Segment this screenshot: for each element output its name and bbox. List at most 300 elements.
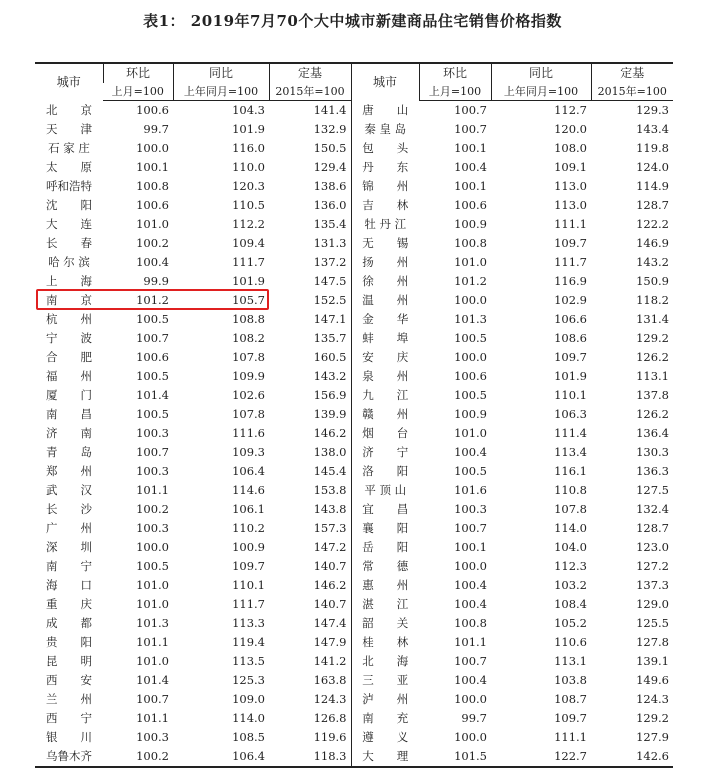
mom-cell: 100.7	[454, 521, 487, 535]
table-row	[35, 386, 673, 405]
base-cell: 127.2	[636, 559, 669, 573]
city-cell: 济 宁	[351, 443, 419, 462]
yoy-cell: 110.6	[554, 635, 587, 649]
base-cell: 132.9	[313, 122, 347, 136]
base-cell: 137.8	[636, 388, 669, 402]
base-cell: 160.5	[313, 350, 347, 364]
base-cell: 147.9	[313, 635, 347, 649]
base-cell: 126.2	[636, 407, 669, 421]
header-yoy-sub-right: 上年同月=100	[491, 83, 591, 101]
base-cell: 125.5	[636, 616, 669, 630]
yoy-cell: 106.4	[173, 747, 269, 767]
yoy-cell: 111.1	[554, 217, 587, 231]
city-cell: 兰 州	[46, 692, 92, 706]
mom-cell: 100.6	[136, 198, 169, 212]
city-cell: 无 锡	[351, 234, 419, 253]
table-row	[35, 120, 673, 139]
city-cell: 北 京	[46, 102, 92, 117]
base-cell: 124.0	[636, 160, 669, 174]
city-cell: 南 京	[46, 293, 92, 307]
yoy-cell: 105.2	[554, 616, 587, 630]
city-cell: 上 海	[46, 274, 92, 288]
base-cell: 145.4	[313, 464, 347, 478]
yoy-cell: 100.9	[232, 540, 265, 554]
mom-cell: 101.0	[136, 217, 169, 231]
yoy-cell: 105.7	[232, 293, 265, 307]
mom-cell: 101.3	[454, 312, 487, 326]
mom-cell: 100.7	[454, 103, 487, 117]
city-cell: 锦 州	[351, 177, 419, 196]
yoy-cell: 109.7	[554, 711, 587, 725]
header-mom-sub-right: 上月=100	[419, 83, 491, 101]
table-row	[35, 177, 673, 196]
base-cell: 124.3	[636, 692, 669, 706]
base-cell: 152.5	[313, 293, 347, 307]
yoy-cell: 122.7	[491, 747, 591, 767]
yoy-cell: 109.3	[232, 445, 265, 459]
mom-cell: 100.5	[454, 331, 487, 345]
city-cell: 三 亚	[351, 671, 419, 690]
city-cell: 惠 州	[351, 576, 419, 595]
mom-cell: 101.5	[419, 747, 491, 767]
yoy-cell: 109.0	[232, 692, 265, 706]
yoy-cell: 112.2	[232, 217, 265, 231]
base-cell: 138.0	[313, 445, 347, 459]
yoy-cell: 106.6	[554, 312, 587, 326]
mom-cell: 101.1	[136, 483, 169, 497]
mom-cell: 100.7	[136, 445, 169, 459]
mom-cell: 100.6	[454, 369, 487, 383]
table-row	[35, 481, 673, 500]
table-row	[35, 158, 673, 177]
base-cell: 163.8	[313, 673, 347, 687]
base-cell: 127.9	[636, 730, 669, 744]
mom-cell: 100.5	[454, 464, 487, 478]
base-cell: 126.2	[636, 350, 669, 364]
yoy-cell: 110.1	[554, 388, 587, 402]
mom-cell: 100.2	[136, 502, 169, 516]
base-cell: 143.8	[313, 502, 347, 516]
base-cell: 135.7	[313, 331, 347, 345]
base-cell: 139.1	[636, 654, 669, 668]
city-cell: 厦 门	[46, 388, 92, 402]
header-city-left: 城市	[35, 63, 103, 101]
base-cell: 128.7	[636, 521, 669, 535]
highlight-box	[36, 289, 269, 310]
city-cell: 石 家 庄	[48, 141, 90, 155]
yoy-cell: 110.8	[554, 483, 587, 497]
city-cell: 贵 阳	[46, 635, 92, 649]
city-cell: 岳 阳	[351, 538, 419, 557]
header-base-right: 定基	[591, 63, 673, 83]
city-cell: 丹 东	[351, 158, 419, 177]
yoy-cell: 108.6	[554, 331, 587, 345]
base-cell: 140.7	[313, 597, 347, 611]
yoy-cell: 109.4	[232, 236, 265, 250]
yoy-cell: 111.7	[232, 597, 265, 611]
base-cell: 140.7	[313, 559, 347, 573]
city-cell: 蚌 埠	[351, 329, 419, 348]
base-cell: 147.1	[313, 312, 347, 326]
city-cell: 西 安	[46, 673, 92, 687]
base-cell: 149.6	[636, 673, 669, 687]
city-cell: 秦 皇 岛	[351, 120, 419, 139]
base-cell: 146.2	[313, 578, 347, 592]
yoy-cell: 109.7	[554, 236, 587, 250]
city-cell: 广 州	[46, 521, 92, 535]
city-cell: 杭 州	[46, 312, 92, 326]
city-cell: 宜 昌	[351, 500, 419, 519]
yoy-cell: 101.9	[232, 274, 265, 288]
yoy-cell: 111.6	[232, 426, 265, 440]
base-cell: 129.3	[636, 103, 669, 117]
table-row	[35, 557, 673, 576]
mom-cell: 100.4	[454, 597, 487, 611]
yoy-cell: 107.8	[554, 502, 587, 516]
base-cell: 113.1	[636, 369, 669, 383]
yoy-cell: 106.4	[232, 464, 265, 478]
yoy-cell: 116.0	[232, 141, 265, 155]
table-row	[35, 196, 673, 215]
mom-cell: 100.8	[136, 179, 169, 193]
mom-cell: 100.3	[136, 426, 169, 440]
yoy-cell: 114.0	[232, 711, 265, 725]
mom-cell: 100.0	[136, 141, 169, 155]
mom-cell: 100.7	[136, 692, 169, 706]
yoy-cell: 113.5	[232, 654, 265, 668]
mom-cell: 100.0	[454, 559, 487, 573]
table-row	[35, 538, 673, 557]
mom-cell: 100.8	[454, 236, 487, 250]
city-cell: 郑 州	[46, 464, 92, 478]
base-cell: 136.0	[313, 198, 347, 212]
base-cell: 141.2	[313, 654, 347, 668]
base-cell: 114.9	[636, 179, 669, 193]
table-row	[35, 595, 673, 614]
yoy-cell: 114.0	[554, 521, 587, 535]
header-city-right: 城市	[351, 63, 419, 101]
yoy-cell: 108.5	[232, 730, 265, 744]
yoy-cell: 110.1	[232, 578, 265, 592]
table-row	[35, 310, 673, 329]
table-row	[35, 101, 673, 121]
table-row	[35, 139, 673, 158]
city-cell: 烟 台	[351, 424, 419, 443]
yoy-cell: 116.1	[554, 464, 587, 478]
base-cell: 131.4	[636, 312, 669, 326]
yoy-cell: 106.1	[232, 502, 265, 516]
yoy-cell: 108.7	[554, 692, 587, 706]
city-cell: 洛 阳	[351, 462, 419, 481]
city-cell: 成 都	[46, 616, 92, 630]
mom-cell: 100.5	[454, 388, 487, 402]
city-cell: 乌鲁木齐	[35, 747, 103, 767]
city-cell: 泉 州	[351, 367, 419, 386]
yoy-cell: 114.6	[232, 483, 265, 497]
mom-cell: 99.7	[461, 711, 487, 725]
mom-cell: 100.0	[454, 293, 487, 307]
yoy-cell: 109.7	[554, 350, 587, 364]
base-cell: 139.9	[313, 407, 347, 421]
table-row	[35, 500, 673, 519]
yoy-cell: 101.9	[232, 122, 265, 136]
header-row	[35, 63, 673, 83]
yoy-cell: 102.6	[232, 388, 265, 402]
yoy-cell: 103.8	[554, 673, 587, 687]
mom-cell: 100.6	[136, 350, 169, 364]
mom-cell: 100.6	[136, 103, 169, 117]
mom-cell: 100.4	[454, 160, 487, 174]
yoy-cell: 113.1	[554, 654, 587, 668]
yoy-cell: 110.2	[232, 521, 265, 535]
city-cell: 深 圳	[46, 540, 92, 554]
base-cell: 147.5	[313, 274, 347, 288]
mom-cell: 101.0	[454, 426, 487, 440]
base-cell: 118.3	[269, 747, 351, 767]
yoy-cell: 119.4	[232, 635, 265, 649]
mom-cell: 100.3	[136, 730, 169, 744]
city-cell: 天 津	[46, 122, 92, 136]
table-row	[35, 709, 673, 728]
city-cell: 韶 关	[351, 614, 419, 633]
city-cell: 哈 尔 滨	[48, 255, 90, 269]
city-cell: 南 宁	[46, 559, 92, 573]
mom-cell: 100.4	[454, 445, 487, 459]
city-cell: 徐 州	[351, 272, 419, 291]
city-cell: 唐 山	[351, 101, 419, 121]
base-cell: 129.4	[313, 160, 347, 174]
mom-cell: 101.1	[136, 711, 169, 725]
city-cell: 武 汉	[46, 483, 92, 497]
city-cell: 遵 义	[351, 728, 419, 747]
city-cell: 吉 林	[351, 196, 419, 215]
base-cell: 135.4	[313, 217, 347, 231]
mom-cell: 101.0	[136, 654, 169, 668]
table-row	[35, 462, 673, 481]
city-cell: 呼和浩特	[46, 179, 92, 193]
city-cell: 南 昌	[46, 407, 92, 421]
city-cell: 温 州	[351, 291, 419, 310]
mom-cell: 101.0	[136, 578, 169, 592]
yoy-cell: 111.7	[554, 255, 587, 269]
yoy-cell: 125.3	[232, 673, 265, 687]
mom-cell: 99.9	[143, 274, 169, 288]
mom-cell: 100.5	[136, 369, 169, 383]
yoy-cell: 113.4	[554, 445, 587, 459]
yoy-cell: 106.3	[554, 407, 587, 421]
base-cell: 147.2	[313, 540, 347, 554]
mom-cell: 100.4	[454, 578, 487, 592]
mom-cell: 100.0	[454, 730, 487, 744]
city-cell: 济 南	[46, 426, 92, 440]
yoy-cell: 116.9	[554, 274, 587, 288]
city-cell: 襄 阳	[351, 519, 419, 538]
mom-cell: 100.4	[136, 255, 169, 269]
mom-cell: 100.0	[136, 540, 169, 554]
table-row	[35, 576, 673, 595]
mom-cell: 100.3	[136, 464, 169, 478]
base-cell: 153.8	[313, 483, 347, 497]
city-cell: 安 庆	[351, 348, 419, 367]
city-cell: 泸 州	[351, 690, 419, 709]
yoy-cell: 109.7	[232, 559, 265, 573]
city-cell: 合 肥	[46, 350, 92, 364]
mom-cell: 101.3	[136, 616, 169, 630]
base-cell: 128.7	[636, 198, 669, 212]
base-cell: 136.3	[636, 464, 669, 478]
mom-cell: 100.3	[136, 521, 169, 535]
city-cell: 昆 明	[46, 654, 92, 668]
city-cell: 长 春	[46, 236, 92, 250]
base-cell: 141.4	[313, 103, 347, 117]
mom-cell: 101.0	[454, 255, 487, 269]
base-cell: 119.6	[313, 730, 347, 744]
city-cell: 西 宁	[46, 711, 92, 725]
yoy-cell: 108.4	[554, 597, 587, 611]
yoy-cell: 103.2	[554, 578, 587, 592]
table-row	[35, 690, 673, 709]
city-cell: 福 州	[46, 369, 92, 383]
mom-cell: 101.1	[454, 635, 487, 649]
table-row	[35, 367, 673, 386]
table-row	[35, 443, 673, 462]
mom-cell: 100.1	[454, 540, 487, 554]
table-row	[35, 405, 673, 424]
mom-cell: 100.0	[454, 350, 487, 364]
yoy-cell: 109.9	[232, 369, 265, 383]
base-cell: 146.2	[313, 426, 347, 440]
city-cell: 海 口	[46, 578, 92, 592]
city-cell: 九 江	[351, 386, 419, 405]
base-cell: 122.2	[636, 217, 669, 231]
table-row	[35, 633, 673, 652]
mom-cell: 100.1	[136, 160, 169, 174]
mom-cell: 100.9	[454, 407, 487, 421]
base-cell: 119.8	[636, 141, 669, 155]
city-cell: 青 岛	[46, 445, 92, 459]
base-cell: 136.4	[636, 426, 669, 440]
yoy-cell: 113.0	[554, 198, 587, 212]
header-yoy-left: 同比	[173, 63, 269, 83]
header-base-left: 定基	[269, 63, 351, 83]
city-cell: 太 原	[46, 160, 92, 174]
yoy-cell: 113.0	[554, 179, 587, 193]
base-cell: 146.9	[636, 236, 669, 250]
base-cell: 150.9	[636, 274, 669, 288]
table-row	[35, 728, 673, 747]
table-row	[35, 329, 673, 348]
table-row	[35, 519, 673, 538]
mom-cell: 99.7	[143, 122, 169, 136]
table-row	[35, 652, 673, 671]
mom-cell: 100.7	[136, 331, 169, 345]
base-cell: 127.8	[636, 635, 669, 649]
mom-cell: 101.4	[136, 388, 169, 402]
mom-cell: 100.5	[136, 407, 169, 421]
city-cell: 南 充	[351, 709, 419, 728]
table-row	[35, 747, 673, 767]
city-cell: 大 连	[46, 217, 92, 231]
mom-cell: 100.2	[136, 236, 169, 250]
city-cell: 桂 林	[351, 633, 419, 652]
city-cell: 牡 丹 江	[351, 215, 419, 234]
base-cell: 129.0	[636, 597, 669, 611]
mom-cell: 100.7	[454, 122, 487, 136]
header-mom-left: 环比	[103, 63, 173, 83]
yoy-cell: 108.2	[232, 331, 265, 345]
mom-cell: 100.2	[103, 747, 173, 767]
city-cell: 包 头	[351, 139, 419, 158]
yoy-cell: 108.8	[232, 312, 265, 326]
table-row	[35, 234, 673, 253]
yoy-cell: 111.4	[554, 426, 587, 440]
mom-cell: 101.2	[136, 293, 169, 307]
mom-cell: 100.1	[454, 179, 487, 193]
yoy-cell: 107.8	[232, 407, 265, 421]
base-cell: 132.4	[636, 502, 669, 516]
city-cell: 北 海	[351, 652, 419, 671]
city-cell: 常 德	[351, 557, 419, 576]
yoy-cell: 110.0	[232, 160, 265, 174]
table-row	[35, 215, 673, 234]
base-cell: 143.2	[636, 255, 669, 269]
header-base-sub-left: 2015年=100	[269, 83, 351, 101]
base-cell: 157.3	[313, 521, 347, 535]
base-cell: 124.3	[313, 692, 347, 706]
base-cell: 130.3	[636, 445, 669, 459]
base-cell: 156.9	[313, 388, 347, 402]
header-mom-sub-left: 上月=100	[103, 83, 173, 101]
yoy-cell: 120.0	[554, 122, 587, 136]
base-cell: 129.2	[636, 711, 669, 725]
yoy-cell: 102.9	[554, 293, 587, 307]
base-cell: 123.0	[636, 540, 669, 554]
yoy-cell: 107.8	[232, 350, 265, 364]
yoy-cell: 111.7	[232, 255, 265, 269]
base-cell: 126.8	[313, 711, 347, 725]
base-cell: 137.2	[313, 255, 347, 269]
base-cell: 150.5	[313, 141, 347, 155]
mom-cell: 101.4	[136, 673, 169, 687]
base-cell: 131.3	[313, 236, 347, 250]
yoy-cell: 112.7	[554, 103, 587, 117]
mom-cell: 101.1	[136, 635, 169, 649]
header-mom-right: 环比	[419, 63, 491, 83]
mom-cell: 101.2	[454, 274, 487, 288]
mom-cell: 100.0	[454, 692, 487, 706]
mom-cell: 100.8	[454, 616, 487, 630]
yoy-cell: 111.1	[554, 730, 587, 744]
base-cell: 129.2	[636, 331, 669, 345]
base-cell: 118.2	[636, 293, 669, 307]
mom-cell: 101.6	[454, 483, 487, 497]
header-yoy-sub-left: 上年同月=100	[173, 83, 269, 101]
table-title: 表1： 2019年7月70个大中城市新建商品住宅销售价格指数	[143, 12, 562, 30]
base-cell: 147.4	[313, 616, 347, 630]
base-cell: 127.5	[636, 483, 669, 497]
city-cell: 湛 江	[351, 595, 419, 614]
yoy-cell: 109.1	[554, 160, 587, 174]
yoy-cell: 110.5	[232, 198, 265, 212]
city-cell: 银 川	[46, 730, 92, 744]
city-cell: 沈 阳	[46, 198, 92, 212]
yoy-cell: 120.3	[232, 179, 265, 193]
mom-cell: 100.6	[454, 198, 487, 212]
base-cell: 142.6	[591, 747, 673, 767]
city-cell: 赣 州	[351, 405, 419, 424]
yoy-cell: 101.9	[554, 369, 587, 383]
table-row	[35, 253, 673, 272]
